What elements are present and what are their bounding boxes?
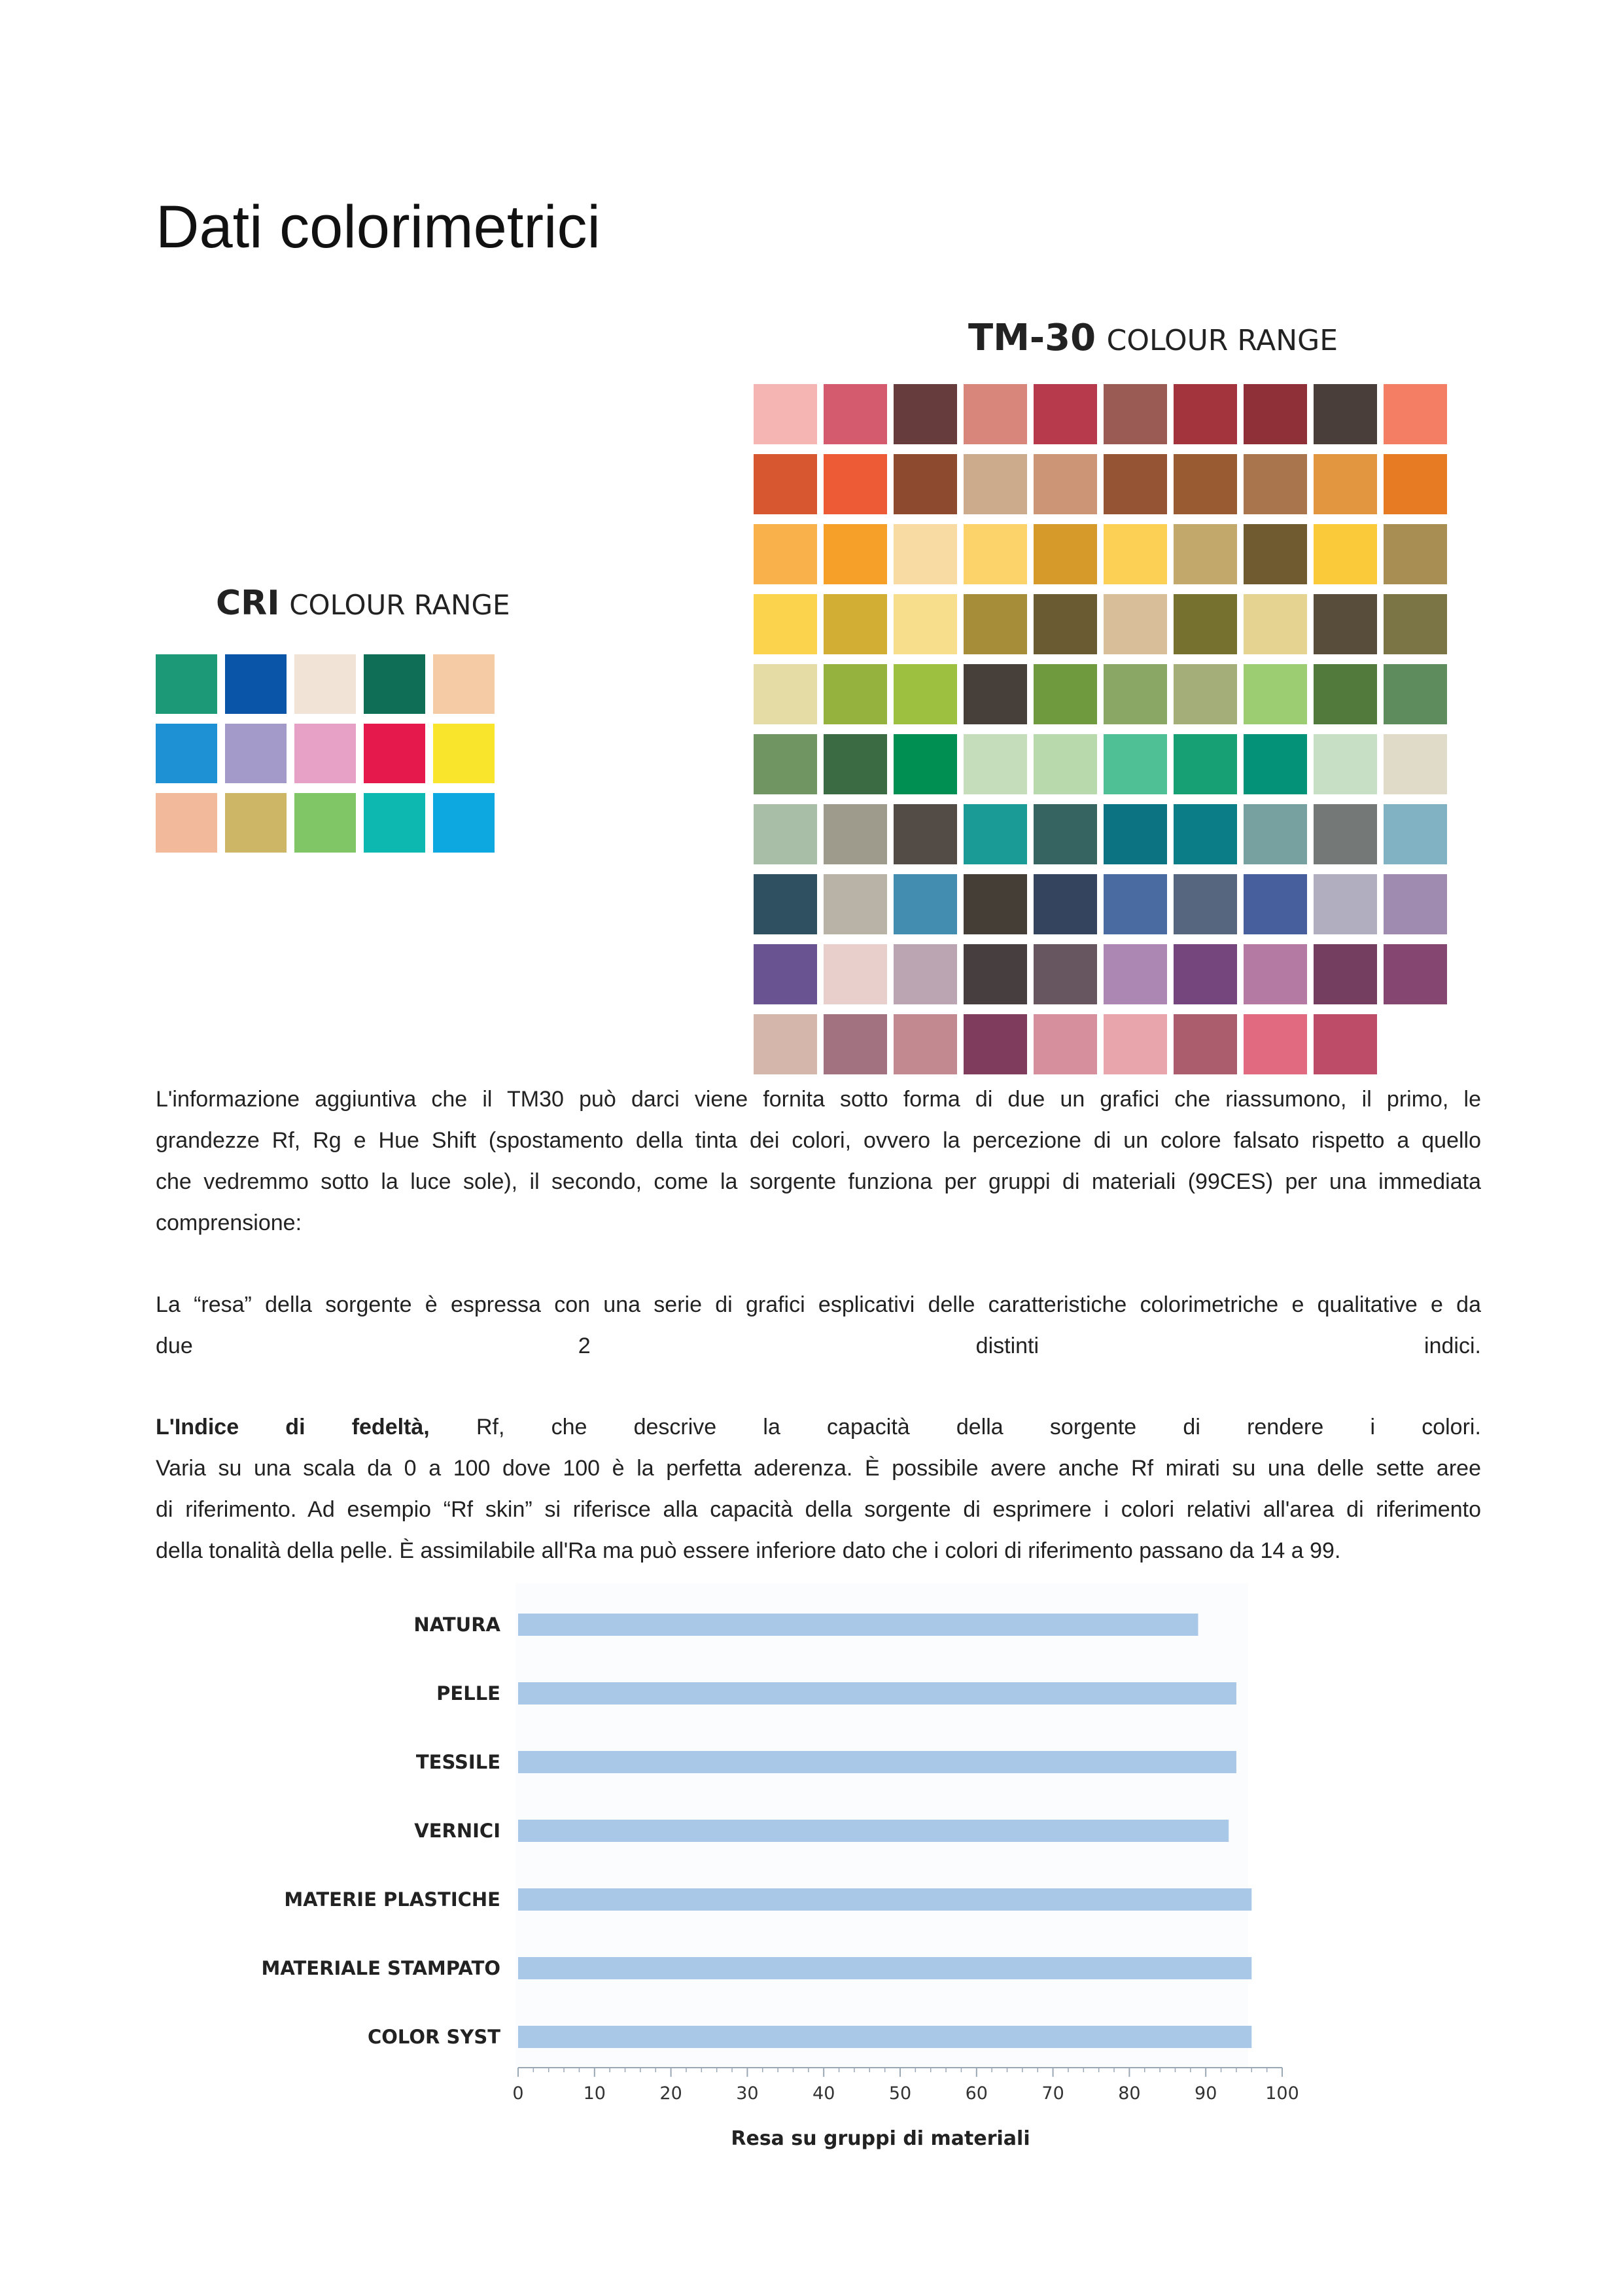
text-line: della tonalità della pelle. È assimilabile all'Ra ma può essere inferiore dato che i colori di riferimento passano da 14 a 99. [156, 1538, 1341, 1563]
bold-term-word: di [285, 1415, 305, 1439]
chart-x-tick-label: 40 [812, 2083, 835, 2104]
chart-category-label: MATERIE PLASTICHE [284, 1888, 500, 1911]
chart-x-tick-label: 30 [736, 2083, 759, 2104]
word: di [1183, 1415, 1200, 1439]
chart-bar [518, 1888, 1251, 1911]
chart-bar [518, 1957, 1251, 1979]
word: distinti [975, 1333, 1039, 1358]
chart-x-tick-label: 70 [1041, 2083, 1064, 2104]
chart-category-label: VERNICI [414, 1820, 500, 1842]
chart-x-tick-label: 10 [583, 2083, 606, 2104]
tm30-title-small: COLOUR RANGE [1106, 324, 1338, 357]
word: descrive [633, 1415, 717, 1439]
word: la [763, 1415, 780, 1439]
text-line: che vedremmo sotto la luce sole), il secondo, come la sorgente funziona per gruppi di materiali (99CES) per una immediata [156, 1169, 1481, 1194]
word: rendere [1247, 1415, 1324, 1439]
chart-bar [518, 1614, 1198, 1636]
chart-x-tick-label: 50 [888, 2083, 912, 2104]
word: indici. [1424, 1333, 1481, 1358]
chart-bar [518, 1751, 1236, 1773]
chart-x-tick-label: 60 [965, 2083, 988, 2104]
tm30-title-big: TM-30 [968, 317, 1096, 359]
word: Rf, [476, 1415, 505, 1439]
chart-x-axis-label: Resa su gruppi di materiali [731, 2127, 1030, 2150]
text-line: di riferimento. Ad esempio “Rf skin” si riferisce alla capacità della sorgente di esprimere i colori relativi all'area di riferimento [156, 1497, 1481, 1522]
word: 2 [578, 1333, 591, 1358]
chart-bar [518, 1682, 1236, 1704]
text-line: L'informazione aggiuntiva che il TM30 può darci viene fornita sotto forma di due un grafici che riassumono, il primo, le [156, 1087, 1481, 1112]
chart-x-tick-label: 90 [1195, 2083, 1217, 2104]
text-line: comprensione: [156, 1210, 302, 1235]
word: colori. [1422, 1415, 1481, 1439]
chart-x-tick-label: 20 [659, 2083, 682, 2104]
word: della [956, 1415, 1003, 1439]
cri-title-small: COLOUR RANGE [289, 589, 510, 621]
chart-category-label: TESSILE [415, 1751, 500, 1773]
word: che [551, 1415, 587, 1439]
chart-category-label: MATERIALE STAMPATO [261, 1957, 500, 1979]
chart-bar [518, 1820, 1229, 1842]
page-title: Dati colorimetrici [156, 194, 601, 260]
bold-term-word: L'Indice [156, 1415, 239, 1439]
text-line: grandezze Rf, Rg e Hue Shift (spostamento della tinta dei colori, ovvero la percezione di un colore falsato rispetto a quello [156, 1128, 1481, 1153]
word: due [156, 1333, 193, 1358]
chart-x-tick-label: 100 [1265, 2083, 1299, 2104]
text-line: La “resa” della sorgente è espressa con una serie di grafici esplicativi delle caratteristiche colorimetriche e qualitative e da [156, 1292, 1481, 1317]
text-line: Varia su una scala da 0 a 100 dove 100 è la perfetta aderenza. È possibile avere anche Rf mirati su una delle sette aree [156, 1456, 1481, 1481]
cri-title-big: CRI [216, 584, 280, 623]
word: sorgente [1049, 1415, 1137, 1439]
bold-term-word: fedeltà, [351, 1415, 430, 1439]
word: capacità [827, 1415, 910, 1439]
chart-x-tick-label: 80 [1118, 2083, 1141, 2104]
chart-bar [518, 2026, 1251, 2048]
word: i [1370, 1415, 1376, 1439]
chart-category-label: PELLE [436, 1682, 500, 1704]
chart-category-label: COLOR SYST [367, 2026, 500, 2048]
chart-x-tick-label: 0 [512, 2083, 524, 2104]
chart-category-label: NATURA [413, 1614, 500, 1636]
